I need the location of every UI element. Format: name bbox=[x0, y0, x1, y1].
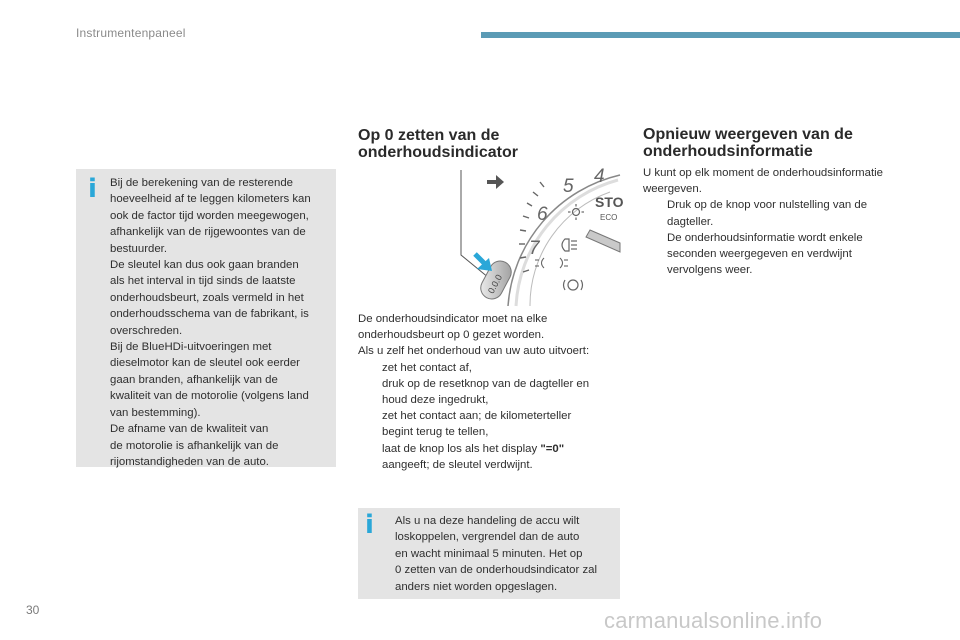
step-item: Druk op de knop voor nulstelling van de dagteller. De onderhoudsinformatie wordt enkele seconden weergegeven en verdwijnt vervolgens weer. bbox=[667, 199, 868, 277]
header-accent-bar bbox=[481, 32, 960, 38]
step-item: zet het contact af, bbox=[382, 361, 472, 374]
watermark: carmanualsonline.info bbox=[604, 608, 823, 633]
reset-heading: Op 0 zetten van de onderhoudsindicator bbox=[358, 127, 518, 161]
page-number: 30 bbox=[26, 603, 40, 617]
stop-label: STO bbox=[595, 194, 624, 210]
redisplay-instructions: U kunt op elk moment de onderhoudsinformatie weergeven. Druk op de knop voor nulstelling van de dagteller. De onderhoudsinformatie wordt enkele seconden weergegeven en verdwijnt vervolgens weer. bbox=[643, 165, 908, 278]
display-value: "=0" bbox=[540, 442, 565, 455]
rear-fog-icon bbox=[560, 258, 568, 268]
svg-text:0.0.0: 0.0.0 bbox=[485, 272, 505, 296]
brake-warning-icon bbox=[564, 280, 583, 290]
info-note-battery-text: Als u na deze handeling de accu wilt loskoppelen, vergrendel dan de auto en wacht minimaal 5 minuten. Het op 0 zetten van de onderhoudsindicator zal anders niet worden opgeslagen. bbox=[395, 515, 598, 593]
eco-label: ECO bbox=[600, 213, 618, 222]
redisplay-heading: Opnieuw weergeven van de onderhoudsinformatie bbox=[643, 126, 853, 160]
instrument-cluster-illustration bbox=[358, 166, 624, 306]
reset-instructions: De onderhoudsindicator moet na elke onderhoudsbeurt op 0 gezet worden. Als u zelf het onderhoud van uw auto uitvoert: zet het contact af, druk op de resetknop van de dagteller en houd deze ingedrukt, zet het contact aan; de kilometerteller begint terug te tellen, laat de knop los als het display "=0" aangeeft; de sleutel verdwijnt. bbox=[358, 311, 620, 473]
info-icon: i bbox=[365, 510, 374, 540]
trip-arrow-icon bbox=[487, 175, 504, 189]
info-note-left bbox=[76, 169, 336, 467]
info-note-battery bbox=[358, 508, 620, 599]
info-icon: i bbox=[88, 174, 97, 204]
section-title: Instrumentenpaneel bbox=[76, 26, 186, 40]
fog-lamp-icon bbox=[535, 258, 544, 268]
headlight-icon bbox=[562, 239, 577, 251]
dial-number-5: 5 bbox=[563, 176, 574, 197]
gauge-needle bbox=[586, 230, 620, 252]
dial-number-6: 6 bbox=[537, 204, 548, 225]
step-item: zet het contact aan; de kilometerteller begint terug te tellen, bbox=[382, 410, 572, 439]
info-note-left-text: Bij de berekening van de resterende hoeveelheid af te leggen kilometers kan ook de factor tijd worden meegewogen, afhankelijk van de rijgewoontes van de bestuurder. De sleutel kan dus ook gaan branden als het interval in tijd sinds de laatste onderhoudsbeurt, zoals vermeld in het onderhoudsschema van de fabrikant, is overschreden. Bij de BlueHDi-uitvoeringen met dieselmotor kan de sleutel ook eerder gaan branden, afhankelijk van de kwaliteit van de motorolie (volgens land van bestemming). De afname van de kwaliteit van de motorolie is afhankelijk van de rijomstandigheden van de auto. bbox=[110, 177, 311, 468]
dial-number-4: 4 bbox=[594, 166, 605, 187]
step-item: druk op de resetknop van de dagteller en houd deze ingedrukt, bbox=[382, 377, 590, 407]
step-item: laat de knop los als het display "=0" aangeeft; de sleutel verdwijnt. bbox=[382, 442, 565, 471]
dial-number-7: 7 bbox=[529, 238, 540, 259]
